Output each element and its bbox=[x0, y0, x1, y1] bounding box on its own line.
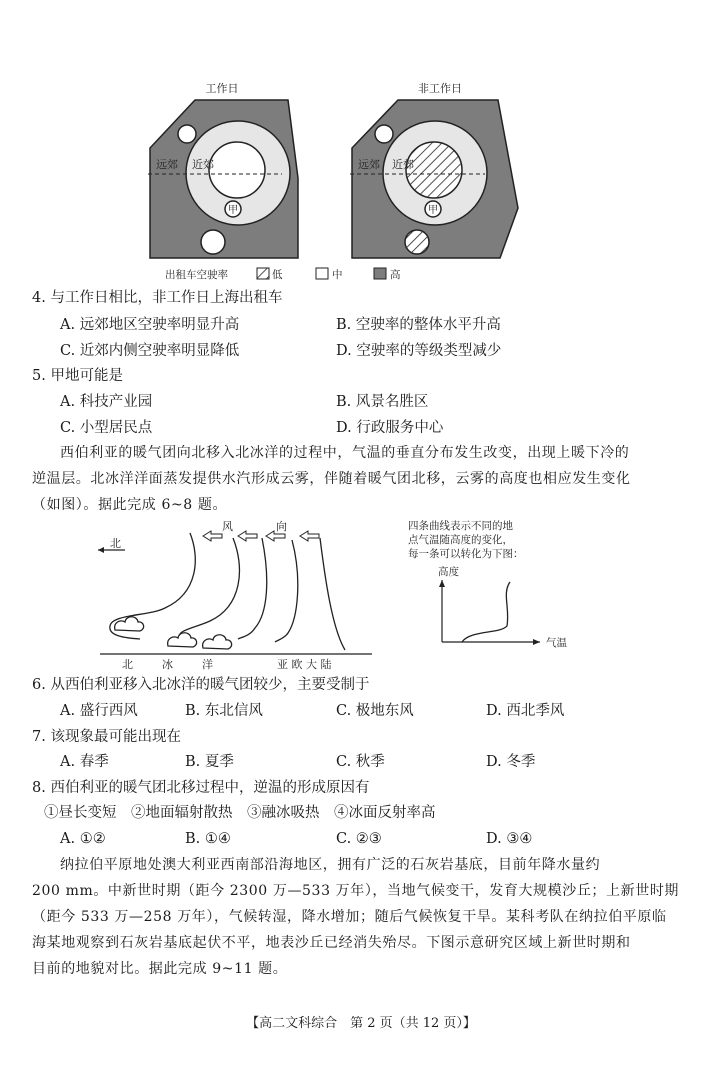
cloud-icons bbox=[115, 617, 232, 649]
q7-option-a[interactable]: A. 春季 bbox=[60, 754, 109, 770]
q4-option-c[interactable]: C. 近郊内侧空驶率明显降低 bbox=[60, 343, 240, 359]
q7-stem: 7. 该现象最可能出现在 bbox=[32, 729, 181, 745]
q6-stem: 6. 从西伯利亚移入北冰洋的暖气团较少，主要受制于 bbox=[32, 677, 370, 693]
q5-option-c[interactable]: C. 小型居民点 bbox=[60, 420, 153, 436]
cloud-icon bbox=[168, 633, 197, 647]
north-label: 北 bbox=[110, 537, 121, 550]
arctic-warm-air-figure bbox=[70, 518, 590, 673]
passage-2-line-2: 200 mm。中新世时期（距今 2300 万—533 万年），当地气候变干，发育大规模沙丘；上新世时期 bbox=[32, 883, 680, 899]
passage-1-line-2: 逆温层。北冰洋洋面蒸发提供水汽形成云雾，伴随着暖气团北移，云雾的高度也相应发生变化 bbox=[32, 471, 631, 487]
note-line-3: 每一条可以转化为下图： bbox=[408, 548, 524, 560]
taxi-empty-rate-figure bbox=[140, 78, 540, 288]
q8-option-d[interactable]: D. ③④ bbox=[486, 831, 533, 847]
legend-swatch-low bbox=[257, 268, 269, 279]
note-line-1: 四条曲线表示不同的地 bbox=[408, 520, 513, 532]
cloud-icon bbox=[203, 635, 232, 649]
wind-direction-arrows bbox=[203, 519, 319, 541]
passage-2-line-1: 纳拉伯平原地处澳大利亚西南部沿海地区，拥有广泛的石灰岩基底，目前年降水量约 bbox=[60, 857, 601, 873]
q7-option-c[interactable]: C. 秋季 bbox=[336, 754, 385, 770]
workday-title: 工作日 bbox=[205, 82, 239, 95]
passage-2 bbox=[32, 852, 697, 982]
continent-label: 亚 欧 大 陆 bbox=[277, 658, 332, 671]
passage-1 bbox=[32, 440, 697, 518]
north-arrow bbox=[98, 537, 125, 553]
q5-option-b[interactable]: B. 风景名胜区 bbox=[336, 394, 429, 410]
q5-option-d[interactable]: D. 行政服务中心 bbox=[336, 420, 444, 436]
q6-option-d[interactable]: D. 西北季风 bbox=[486, 703, 565, 719]
q5-stem: 5. 甲地可能是 bbox=[32, 368, 123, 384]
legend-mid: 中 bbox=[332, 269, 343, 281]
non-workday-label-far: 远郊 bbox=[358, 158, 380, 171]
passage-1-line-1: 西伯利亚的暖气团向北移入北冰洋的过程中，气温的垂直分布发生改变，出现上暖下冷的 bbox=[60, 445, 630, 461]
q8-option-c[interactable]: C. ②③ bbox=[336, 831, 382, 847]
y-axis-label: 高度 bbox=[438, 566, 459, 578]
q6-option-a[interactable]: A. 盛行西风 bbox=[60, 703, 138, 719]
q8-items: ①昼长变短 ②地面辐射散热 ③融冰吸热 ④冰面反射率高 bbox=[44, 805, 436, 821]
legend-low: 低 bbox=[272, 269, 283, 281]
passage-2-line-5: 目前的地貌对比。据此完成 9~11 题。 bbox=[32, 961, 288, 977]
q8-option-a[interactable]: A. ①② bbox=[60, 831, 106, 847]
wind-char-2: 向 bbox=[276, 520, 287, 533]
passage-2-line-3: （距今 533 万—258 万年），气候转湿，降水增加；随后气候恢复干旱。某科考队在纳拉伯平原临 bbox=[32, 909, 667, 925]
workday-label-jia: 甲 bbox=[228, 205, 238, 216]
non-workday-title: 非工作日 bbox=[418, 82, 462, 95]
q4-option-a[interactable]: A. 远郊地区空驶率明显升高 bbox=[60, 317, 240, 333]
legend-high: 高 bbox=[390, 269, 401, 281]
q4-option-b[interactable]: B. 空驶率的整体水平升高 bbox=[336, 317, 501, 333]
q4-option-d[interactable]: D. 空驶率的等级类型减少 bbox=[336, 343, 502, 359]
workday-label-near: 近郊 bbox=[192, 158, 214, 171]
workday-core-low bbox=[209, 142, 265, 198]
legend-swatch-mid bbox=[316, 268, 328, 279]
wind-char-1: 风 bbox=[222, 520, 233, 533]
non-workday-label-jia: 甲 bbox=[428, 205, 438, 216]
legend-title: 出租车空驶率 bbox=[165, 269, 228, 281]
passage-1-line-3: （如图）。据此完成 6~8 题。 bbox=[32, 497, 228, 513]
taxi-legend bbox=[165, 268, 401, 281]
inset-graph bbox=[438, 565, 567, 649]
note-line-2: 点气温随高度的变化， bbox=[408, 534, 513, 546]
q7-option-b[interactable]: B. 夏季 bbox=[185, 754, 234, 770]
legend-swatch-high bbox=[374, 268, 386, 279]
page-footer: 【高二文科综合 第 2 页（共 12 页）】 bbox=[246, 1016, 476, 1031]
q7-option-d[interactable]: D. 冬季 bbox=[486, 754, 536, 770]
q8-stem: 8. 西伯利亚的暖气团北移过程中，逆温的形成原因有 bbox=[32, 780, 370, 796]
ocean-char-2: 冰 bbox=[162, 658, 173, 671]
non-workday-core-low bbox=[406, 142, 462, 198]
ocean-char-1: 北 bbox=[122, 658, 133, 671]
passage-2-line-4: 海某地观察到石灰岩基底起伏不平，地表沙丘已经消失殆尽。下图示意研究区域上新世时期和 bbox=[32, 935, 631, 951]
q8-option-b[interactable]: B. ①④ bbox=[185, 831, 231, 847]
q4-stem: 4. 与工作日相比，非工作日上海出租车 bbox=[32, 290, 283, 306]
temperature-curves bbox=[110, 533, 345, 650]
non-workday-label-near: 近郊 bbox=[392, 158, 414, 171]
q5-option-a[interactable]: A. 科技产业园 bbox=[60, 394, 153, 410]
non-workday-map bbox=[350, 81, 518, 258]
x-axis-label: 气温 bbox=[546, 637, 567, 649]
workday-label-far: 远郊 bbox=[156, 158, 178, 171]
inset-note bbox=[408, 519, 524, 560]
q6-option-c[interactable]: C. 极地东风 bbox=[336, 703, 414, 719]
workday-map bbox=[148, 82, 298, 258]
ocean-char-3: 洋 bbox=[202, 658, 213, 671]
q6-option-b[interactable]: B. 东北信风 bbox=[185, 703, 263, 719]
